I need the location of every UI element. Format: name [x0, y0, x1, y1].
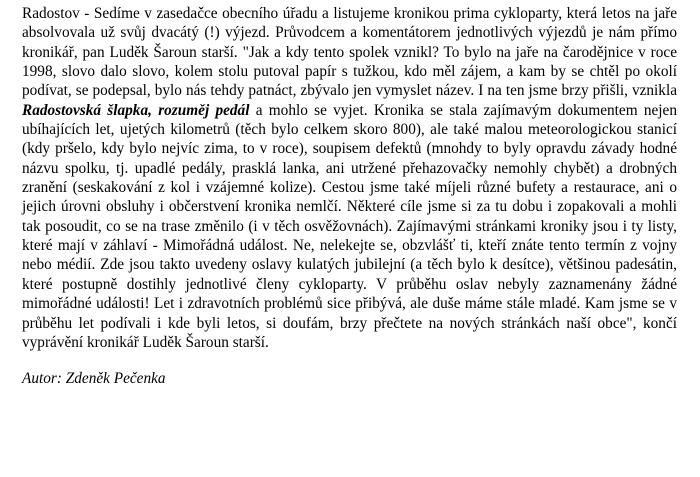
article-text-after: a mohlo se vyjet. Kronika se stala zajímavým dokumentem nejen ubíhajících let, ujetých kilometrů (těch bylo celkem skoro 800), ale také malou meteorologickou stanicí (kdy pršelo, kdy bylo nejvíc zima, to v roce), soupisem defektů (mnohdy to byly opravdu závady hodné názvu spolku, tj. upadlé pedály, prasklá lanka, ani utržené přehazovačky nemohly chybět) a drobných zranění (seskakování z kol i vzájemné kolize). Cestou jsme také míjeli různé bufety a restaurace, ani o jejich úrovni obsluhy i občerstvení kronika nemlčí. Některé cíle jsme si za tu dobu i zopakovali a mohli tak posoudit, co se na trase změnilo (i v těch osvěžovnách). Zajímavými stránkami kroniky jsou i ty listy, které mají v záhlaví - Mimořádná událost. Ne, nelekejte se, obzvlášť ti, kteří znáte tento termín z vojny nebo médií. Zde jsou takto uvedeny oslavy kulatých jubilejní (a těch bylo k desítce), většinou padesátin, které postupně dostihly jednotlivé členy cykloparty. V průběhu oslav nebyly zaznamenány žádné mimořádné události! Let i zdravotních problémů sice přibývá, ale duše máme stále mladé. Kam jsme se v průběhu let podívali i kde byli letos, si doufám, brzy přečtete na nových stránkách naší obce", končí vyprávění kronikář Luděk Šaroun starší.: [22, 101, 677, 351]
article-body: [22, 4, 677, 352]
article-text-before: Radostov - Sedíme v zasedačce obecního úřadu a listujeme kronikou prima cykloparty, která letos na jaře absolvovala už svůj dvacátý (!) výjezd. Průvodcem a komentátorem jednotlivých výjezdů je nám přímo kronikář, pan Luděk Šaroun starší. "Jak a kdy tento spolek vznikl? To bylo na jaře na čarodějnice v roce 1998, slovo dalo slovo, kolem stolu putoval papír s tužkou, kdo měl zájem, a kam by se chtěl po okolí podívat, se podepsal, bylo nás tehdy patnáct, zbývalo jen vymyslet název. I na ten jsme brzy přišli, vznikla: [22, 5, 677, 100]
club-name: Radostovská šlapka, rozuměj pedál: [22, 101, 250, 119]
article: [22, 4, 677, 389]
author-credit: Autor: Zdeněk Pečenka: [22, 370, 166, 388]
